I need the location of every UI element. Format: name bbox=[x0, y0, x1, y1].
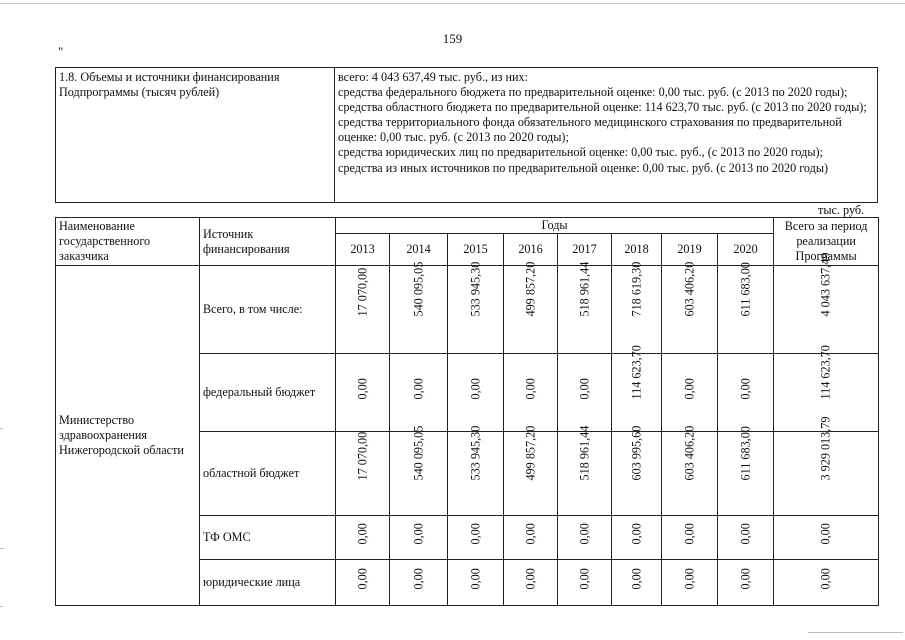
value-text: 0,00 bbox=[523, 568, 537, 590]
year-header: 2019 bbox=[662, 234, 718, 266]
funding-line: средства территориального фонда обязательного медицинского страхования по предварительной оценке: 0,00 тыс. руб. (с 2013 по 2020 годы); bbox=[338, 115, 842, 145]
year-header: 2014 bbox=[390, 234, 448, 266]
page-number: 159 bbox=[442, 31, 463, 46]
value-text: 611 683,00 bbox=[738, 262, 753, 317]
value-cell bbox=[390, 516, 448, 560]
year-header: 2015 bbox=[448, 234, 504, 266]
funding-line: средства областного бюджета по предварительной оценке: 114 623,70 тыс. руб. (с 2013 по 2020 годы); bbox=[338, 100, 867, 115]
value-cell bbox=[718, 560, 774, 606]
value-cell bbox=[336, 354, 390, 432]
value-text: 0,00 bbox=[411, 568, 425, 590]
value-text: 518 961,44 bbox=[577, 425, 591, 481]
value-cell bbox=[504, 560, 558, 606]
scan-mark bbox=[0, 548, 4, 549]
value-text: 540 095,05 bbox=[411, 261, 425, 317]
value-cell bbox=[662, 354, 718, 432]
value-cell bbox=[504, 425, 558, 516]
header-years: Годы bbox=[336, 218, 774, 234]
value-text: 0,00 bbox=[682, 523, 696, 545]
value-text: 0,00 bbox=[577, 378, 591, 400]
value-text: 0,00 bbox=[738, 378, 753, 400]
value-text: 17 070,00 bbox=[355, 431, 369, 481]
value-cell bbox=[390, 354, 448, 432]
value-text: 0,00 bbox=[523, 378, 537, 400]
year-header: 2016 bbox=[504, 234, 558, 266]
section-text bbox=[335, 68, 877, 176]
value-text: 0,00 bbox=[355, 523, 369, 545]
value-text: 0,00 bbox=[738, 523, 753, 545]
value-cell bbox=[558, 261, 612, 354]
scan-top-edge bbox=[0, 3, 905, 4]
value-cell bbox=[336, 560, 390, 606]
value-cell bbox=[336, 516, 390, 560]
value-cell bbox=[558, 560, 612, 606]
value-text: 603 995,60 bbox=[629, 425, 643, 481]
value-cell bbox=[718, 354, 774, 432]
value-text: 540 095,05 bbox=[411, 425, 425, 481]
value-text: 0,00 bbox=[468, 568, 482, 590]
value-cell bbox=[612, 345, 662, 432]
value-text: 518 961,44 bbox=[577, 261, 591, 317]
total-text: 0,00 bbox=[818, 523, 833, 545]
value-text: 718 619,30 bbox=[629, 261, 643, 317]
header-total: Всего за период реализации Программы bbox=[774, 218, 879, 266]
value-cell bbox=[448, 560, 504, 606]
value-text: 603 406,20 bbox=[682, 425, 696, 481]
value-text: 0,00 bbox=[411, 378, 425, 400]
value-text: 603 406,20 bbox=[682, 261, 696, 317]
total-cell bbox=[774, 416, 879, 516]
source-name: Всего, в том числе: bbox=[200, 266, 336, 354]
funding-line: средства юридических лиц по предварительной оценке: 0,00 тыс. руб., (с 2013 по 2020 годы); bbox=[338, 145, 823, 160]
value-cell bbox=[448, 261, 504, 354]
value-text: 0,00 bbox=[682, 378, 696, 400]
value-text: 0,00 bbox=[629, 523, 643, 545]
value-cell bbox=[718, 426, 774, 516]
value-cell bbox=[390, 261, 448, 354]
header-source: Источник финансирования bbox=[200, 218, 336, 266]
value-cell bbox=[662, 560, 718, 606]
funding-line: средства из иных источников по предварительной оценке: 0,00 тыс. руб. (с 2013 по 2020 годы) bbox=[338, 160, 829, 175]
value-cell bbox=[612, 261, 662, 354]
section-label: 1.8. Объемы и источники финансирования Подпрограммы (тысяч рублей) bbox=[56, 68, 335, 202]
value-text: 0,00 bbox=[355, 378, 369, 400]
value-cell bbox=[662, 516, 718, 560]
total-cell bbox=[774, 252, 879, 354]
value-text: 17 070,00 bbox=[355, 267, 369, 317]
scan-mark bbox=[0, 606, 3, 607]
total-text: 0,00 bbox=[818, 568, 833, 590]
value-cell bbox=[612, 516, 662, 560]
scan-mark bbox=[808, 632, 903, 633]
quote-mark: " bbox=[58, 44, 64, 59]
value-cell bbox=[448, 354, 504, 432]
total-text: 4 043 637,49 bbox=[818, 252, 833, 317]
funding-line: средства федерального бюджета по предварительной оценке: 0,00 тыс. руб. (с 2013 по 2020 годы); bbox=[338, 85, 848, 100]
value-cell bbox=[612, 560, 662, 606]
value-cell bbox=[662, 261, 718, 354]
value-cell bbox=[336, 432, 390, 516]
total-cell bbox=[774, 516, 879, 560]
value-cell bbox=[612, 425, 662, 516]
value-cell bbox=[718, 262, 774, 354]
value-text: 0,00 bbox=[682, 568, 696, 590]
value-cell bbox=[718, 516, 774, 560]
value-text: 0,00 bbox=[411, 523, 425, 545]
value-text: 0,00 bbox=[355, 568, 369, 590]
value-cell bbox=[390, 425, 448, 516]
value-text: 611 683,00 bbox=[738, 426, 753, 481]
value-cell bbox=[504, 261, 558, 354]
value-cell bbox=[662, 425, 718, 516]
year-header: 2018 bbox=[612, 234, 662, 266]
source-name: ТФ ОМС bbox=[200, 516, 336, 560]
total-text: 114 623,70 bbox=[818, 345, 833, 400]
total-text: 3 929 013,79 bbox=[818, 416, 833, 481]
scan-mark bbox=[0, 428, 3, 429]
value-text: 0,00 bbox=[629, 568, 643, 590]
value-cell bbox=[558, 354, 612, 432]
value-cell bbox=[336, 266, 390, 354]
source-name: юридические лица bbox=[200, 560, 336, 606]
value-cell bbox=[448, 425, 504, 516]
value-cell bbox=[558, 425, 612, 516]
funding-line: всего: 4 043 637,49 тыс. руб., из них: bbox=[338, 70, 529, 84]
value-text: 0,00 bbox=[738, 568, 753, 590]
value-text: 0,00 bbox=[577, 523, 591, 545]
year-header: 2017 bbox=[558, 234, 612, 266]
funding-section bbox=[55, 67, 878, 203]
customer-name: Министерство здравоохранения Нижегородской области bbox=[56, 266, 200, 606]
header-customer: Наименование государственного заказчика bbox=[56, 218, 200, 266]
value-cell bbox=[448, 516, 504, 560]
value-text: 114 623,70 bbox=[629, 345, 643, 400]
value-text: 499 857,20 bbox=[523, 425, 537, 481]
value-cell bbox=[504, 354, 558, 432]
year-header: 2013 bbox=[336, 234, 390, 266]
value-text: 0,00 bbox=[468, 378, 482, 400]
value-cell bbox=[390, 560, 448, 606]
year-header: 2020 bbox=[718, 234, 774, 266]
unit-label: тыс. руб. bbox=[818, 203, 865, 217]
value-text: 0,00 bbox=[523, 523, 537, 545]
value-cell bbox=[504, 516, 558, 560]
total-cell bbox=[774, 560, 879, 606]
value-text: 0,00 bbox=[577, 568, 591, 590]
value-text: 533 945,30 bbox=[468, 261, 482, 317]
source-name: федеральный бюджет bbox=[200, 354, 336, 432]
value-text: 533 945,30 bbox=[468, 425, 482, 481]
value-text: 0,00 bbox=[468, 523, 482, 545]
source-name: областной бюджет bbox=[200, 432, 336, 516]
value-cell bbox=[558, 516, 612, 560]
funding-table bbox=[55, 217, 879, 606]
value-text: 499 857,20 bbox=[523, 261, 537, 317]
